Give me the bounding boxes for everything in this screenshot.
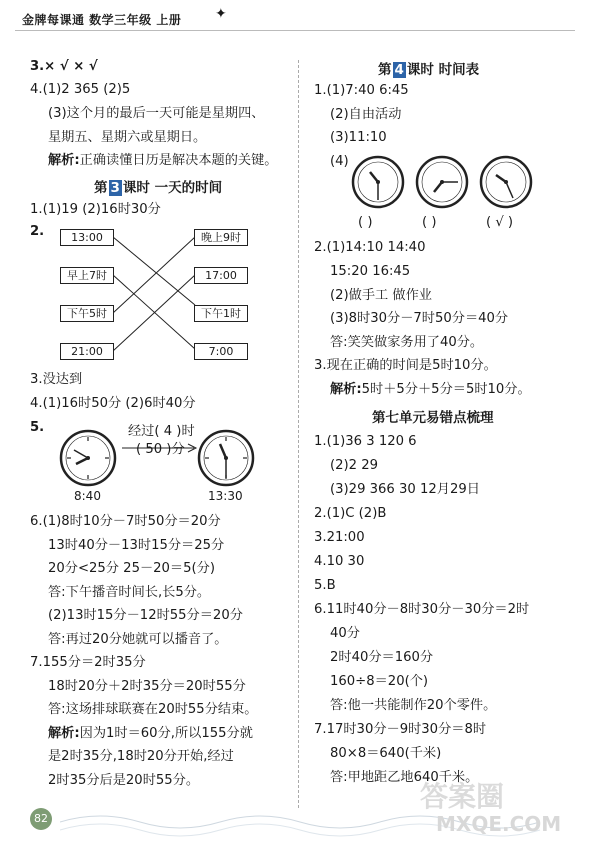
q6-line1: 6.(1)8时10分－7时50分＝20分 <box>30 514 221 529</box>
clock-choice-2: ( ) <box>422 215 437 230</box>
answer-4: 4.(1)2 365 (2)5 <box>30 82 131 97</box>
clock-choice-1: ( ) <box>358 215 373 230</box>
match-left-2: 早上7时 <box>60 267 114 284</box>
end-time: 13:30 <box>208 489 243 503</box>
analysis-line <box>48 151 277 171</box>
s-2: (2)2 29 <box>330 458 379 473</box>
answer-4-part3: (3)这个月的最后一天可能是星期四、 <box>48 106 265 121</box>
clock-options <box>350 155 560 211</box>
s-4: 2.(1)C (2)B <box>314 506 387 521</box>
q7-line3: 答:这场排球联赛在20时55分结束。 <box>48 702 258 717</box>
q6-line5: (2)13时15分－12时55分＝20分 <box>48 608 243 623</box>
column-divider <box>298 60 299 808</box>
q1-answer: 1.(1)19 (2)16时30分 <box>30 202 161 217</box>
answer-3: 3.× √ × √ <box>30 59 98 74</box>
s-5: 3.21:00 <box>314 530 365 545</box>
s-7: 5.B <box>314 578 336 593</box>
clock-option-2-icon <box>417 157 467 207</box>
q7-line1: 7.155分＝2时35分 <box>30 655 146 670</box>
s-15: 答:甲地距乙地640千米。 <box>330 770 479 785</box>
s-6: 4.10 30 <box>314 554 365 569</box>
match-left-3: 下午5时 <box>60 305 114 322</box>
s-12: 答:他一共能制作20个零件。 <box>330 698 497 713</box>
q7-line6: 2时35分后是20时55分。 <box>48 773 200 788</box>
analysis-text: 5时＋5分＋5分＝5时10分。 <box>361 382 531 397</box>
q2-number: 2. <box>30 224 45 239</box>
r-q3-analysis <box>330 380 531 400</box>
q3-answer: 3.没达到 <box>30 372 83 387</box>
q6-line2: 13时40分－13时15分＝25分 <box>48 538 225 553</box>
analysis-text: 因为1时＝60分,所以155分就 <box>79 726 253 741</box>
duration-hours: 经过( 4 )时 <box>128 424 195 439</box>
duration-minutes: ( 50 )分 <box>136 442 185 457</box>
analysis-label: 解析: <box>48 726 80 741</box>
section-suffix: 课时 时间表 <box>406 62 480 78</box>
q6-line6: 答:再过20分她就可以播音了。 <box>48 632 228 647</box>
start-time: 8:40 <box>74 489 101 503</box>
r-q2-2: 15:20 16:45 <box>330 264 411 279</box>
header-rule <box>15 30 575 31</box>
r-q2-4: (3)8时30分－7时50分＝40分 <box>330 311 509 326</box>
q7-line2: 18时20分＋2时35分＝20时55分 <box>48 679 246 694</box>
r-q3-1: 3.现在正确的时间是5时10分。 <box>314 358 497 373</box>
analysis-label: 解析: <box>330 382 362 397</box>
clock-choice-3: ( √ ) <box>486 215 514 230</box>
section-suffix: 课时 一天的时间 <box>122 180 223 196</box>
match-right-1: 晚上9时 <box>194 229 248 246</box>
q4-answer: 4.(1)16时50分 (2)6时40分 <box>30 396 196 411</box>
s-14: 80×8＝640(千米) <box>330 746 442 761</box>
q6-line3: 20分<25分 25－20＝5(分) <box>48 561 215 576</box>
q7-analysis <box>48 724 253 744</box>
s-11: 160÷8＝20(个) <box>330 674 429 689</box>
answer-4-part3-cont: 星期五、星期六或星期日。 <box>48 130 207 145</box>
s-3: (3)29 366 30 12月29日 <box>330 482 480 497</box>
s-13: 7.17时30分－9时30分＝8时 <box>314 722 487 737</box>
r-q1-1: 1.(1)7:40 6:45 <box>314 83 409 98</box>
s-10: 2时40分＝160分 <box>330 650 434 665</box>
section-prefix: 第 <box>94 180 108 196</box>
book-header: 金牌每课通 数学三年级 上册 <box>22 13 182 27</box>
page-number: 82 <box>30 808 52 830</box>
r-q1-3: (3)11:10 <box>330 130 387 145</box>
match-right-2: 17:00 <box>194 267 248 284</box>
r-q2-1: 2.(1)14:10 14:40 <box>314 240 426 255</box>
analysis-text: 正确读懂日历是解决本题的关键。 <box>79 153 278 168</box>
section-number: 4 <box>394 62 404 78</box>
section-title-3 <box>94 176 222 196</box>
star-icon: ✦ <box>215 6 227 22</box>
section-title-4 <box>378 58 479 78</box>
r-q2-5: 答:笑笑做家务用了40分。 <box>330 335 484 350</box>
q7-line5: 是2时35分,18时20分开始,经过 <box>48 749 234 764</box>
match-left-4: 21:00 <box>60 343 114 360</box>
q6-line4: 答:下午播音时间长,长5分。 <box>48 585 211 600</box>
clock-end-icon <box>196 428 262 488</box>
watermark-logo: 答案圈 <box>420 780 505 813</box>
clock-start-icon <box>58 428 124 488</box>
watermark-url: MXQE.COM <box>436 812 562 836</box>
match-right-4: 7:00 <box>194 343 248 360</box>
section-title-7: 第七单元易错点梳理 <box>372 410 494 426</box>
r-q1-2: (2)自由活动 <box>330 107 402 122</box>
r-q2-3: (2)做手工 做作业 <box>330 288 432 303</box>
q5-number: 5. <box>30 420 45 435</box>
section-prefix: 第 <box>378 62 392 78</box>
s-9: 40分 <box>330 626 360 641</box>
s-8: 6.11时40分－8时30分－30分＝2时 <box>314 602 530 617</box>
match-left-1: 13:00 <box>60 229 114 246</box>
clock-option-1-icon <box>353 157 403 207</box>
match-right-3: 下午1时 <box>194 305 248 322</box>
analysis-label: 解析: <box>48 153 80 168</box>
s-1: 1.(1)36 3 120 6 <box>314 434 417 449</box>
clock-option-3-icon <box>481 157 531 207</box>
r-q1-4: (4) <box>330 154 349 169</box>
section-number: 3 <box>110 180 120 196</box>
